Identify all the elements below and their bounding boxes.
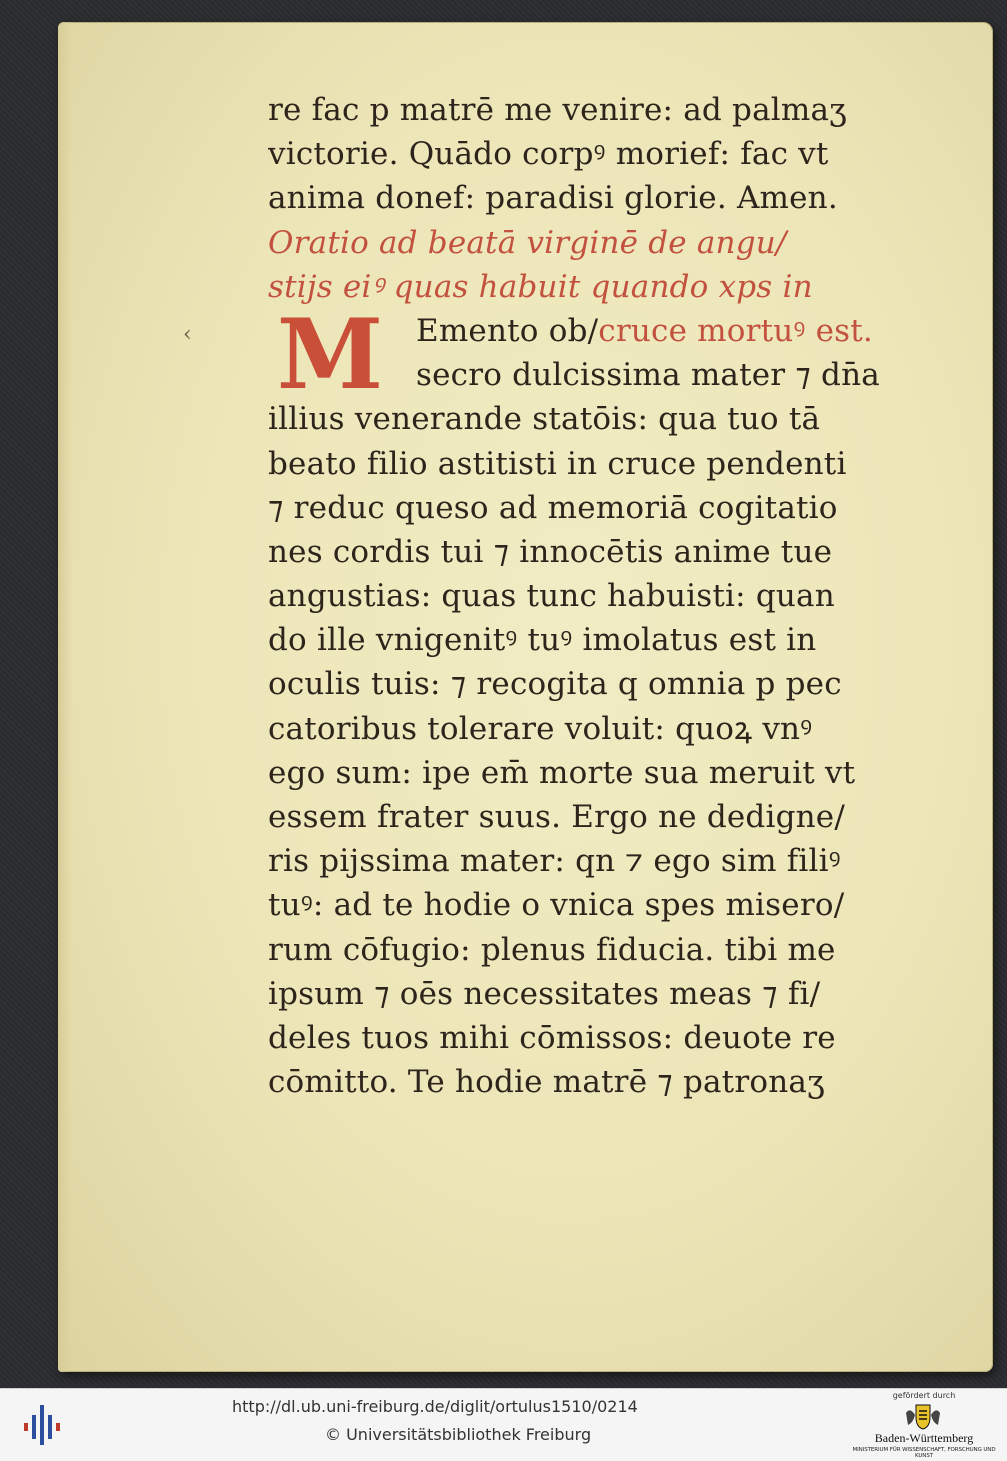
text-line: cōmitto. Te hodie matrē ⁊ patronaʒ	[268, 1064, 825, 1101]
rubric-line: Oratio ad beatā virginē de angu/	[268, 224, 787, 261]
text-line: oculis tuis: ⁊ recogita q omnia p pec	[268, 666, 842, 703]
text-line: beato filio astitisti in cruce pendenti	[268, 445, 847, 482]
ub-freiburg-logo-icon	[20, 1403, 64, 1447]
text-line: essem frater suus. Ergo ne dedigne/	[268, 799, 845, 835]
baden-wuerttemberg-coat-of-arms-icon	[902, 1403, 944, 1431]
text-line: nes cordis tui ⁊ innocētis anime tue	[268, 533, 833, 570]
text-line-with-rubric	[268, 309, 958, 353]
sponsor-name: Baden-Württemberg	[874, 1431, 974, 1445]
text-line: tuꝰ: ad te hodie o vnica spes misero/	[268, 887, 845, 924]
text-line: rum cōfugio: plenus fiducia. tibi me	[268, 931, 836, 968]
sponsor-block	[846, 1391, 1002, 1459]
page-edge	[58, 22, 72, 1372]
text-line: ego sum: ipe em̄ morte sua meruit vt	[268, 754, 856, 791]
text-line: re fac p matrē me venire: ad palmaʒ	[268, 92, 847, 128]
text-line: victorie. Quādo corpꝰ morief: fac vt	[268, 136, 829, 173]
rubric-segment: cruce mortuꝰ est.	[598, 312, 873, 349]
sponsor-label: gefördert durch	[892, 1391, 956, 1400]
text-block	[268, 88, 958, 1104]
text-line: catoribus tolerare voluit: quoꝝ vnꝰ	[268, 710, 813, 747]
text-line: secro dulcissima mater ⁊ dn̄a	[416, 357, 880, 394]
initial-letter: M	[276, 298, 384, 411]
text-line: ⁊ reduc queso ad memoriā cogitatio	[268, 489, 838, 526]
text-line: anima donef: paradisi glorie. Amen.	[268, 180, 838, 217]
text-line: ipsum ⁊ oēs necessitates meas ⁊ fi/	[268, 975, 821, 1012]
text-line: ris pijssima mater: qn ⁊ ego sim filiꝰ	[268, 843, 841, 880]
viewer-footer	[0, 1388, 1007, 1461]
text-line: deles tuos mihi cōmissos: deuote re	[268, 1019, 836, 1056]
margin-mark: ‹	[183, 322, 192, 347]
text-line: illius venerande statōis: qua tuo tā	[268, 401, 821, 438]
document-url[interactable]: http://dl.ub.uni-freiburg.de/diglit/ortulus1510/0214	[232, 1397, 638, 1416]
rubric-line: stijs eiꝰ quas habuit quando xps in	[268, 268, 813, 305]
text-line: angustias: quas tunc habuisti: quan	[268, 578, 835, 615]
sponsor-ministry: MINISTERIUM FÜR WISSENSCHAFT, FORSCHUNG UND KUNST	[852, 1447, 996, 1459]
copyright-notice: © Universitätsbibliothek Freiburg	[325, 1425, 592, 1444]
text-segment: Emento ob/	[416, 312, 599, 349]
text-line: do ille vnigenitꝰ tuꝰ imolatus est in	[268, 622, 817, 659]
